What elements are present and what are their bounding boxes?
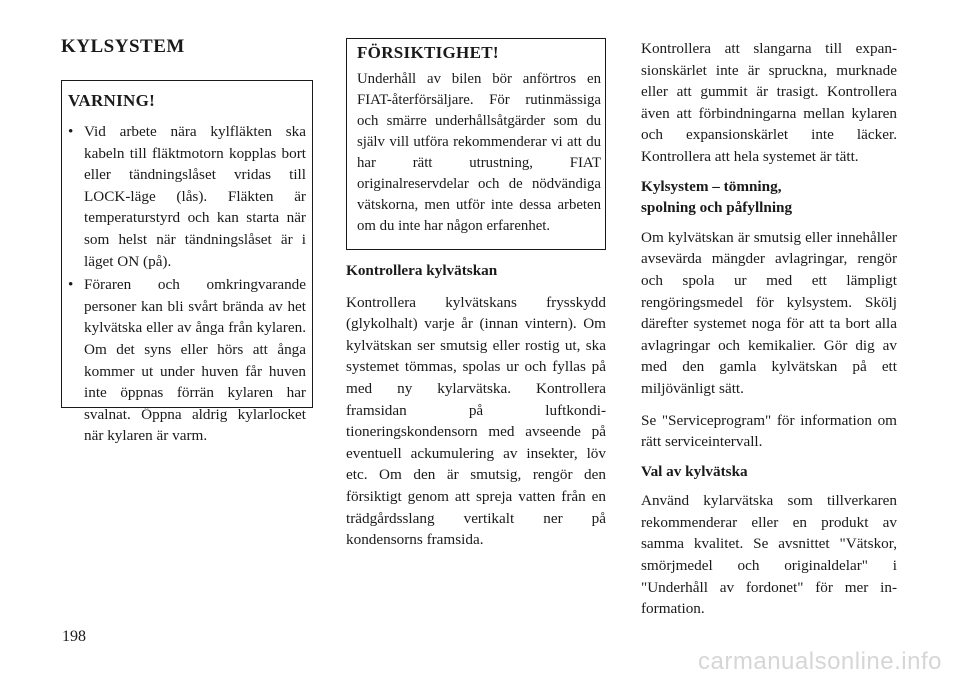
coolant-choice-text: Använd kylarvätska som tillverkaren rekommenderar eller en produkt av samma kvalitet. Se avsnittet "Vätskor, smörjmedel och originaldelar" i "Underhåll av fordonet" för mer information. (641, 492, 897, 618)
drain-flush-text: Om kylvätskan är smutsig eller innehåller avsevärda mängder avlagringar, rengör och spola ur med ett lämpligt rengöringsmedel för kylsystem. Skölj därefter systemet noga för att ta bort alla avlagringar och kemikalier. Gör dig av med den gamla kylvätskan på ett miljövänligt sätt. (641, 228, 897, 397)
watermark: carmanualsonline.info (698, 648, 942, 675)
warning-item (68, 121, 306, 272)
service-ref-text: Se "Serviceprogram" för information om rätt serviceintervall. (641, 411, 897, 451)
caution-title: FÖRSIKTIGHET! (357, 43, 499, 62)
drain-flush-heading: Kylsystem – tömning, spolning och påfyllning (641, 177, 793, 217)
column-left (61, 0, 313, 445)
section-title: KYLSYSTEM (61, 36, 185, 57)
warning-box (61, 80, 313, 445)
column-middle (346, 0, 606, 551)
check-coolant-text: Kontrollera kylvätskans frysskydd (glykolhalt) varje år (innan vintern). Om kylvätskan ser smutsig eller rostig ut, ska systemet tömmas, spolas ur och fyllas på med ny kylarvätska. Kontrollera framsidan på luftkonditioneringskondensorn med avseende på eventuell ackumulering av insekter, löv etc. Om den är smutsig, rengör den försiktigt genom att spreja vatten från en trädgårdsslang vertikalt ner på kondensorns framsida. (346, 293, 606, 549)
page-number: 198 (62, 628, 86, 645)
warning-item (68, 274, 306, 447)
warning-title: VARNING! (68, 91, 156, 110)
column-right (641, 0, 897, 620)
bullet-icon: • (68, 123, 74, 140)
warning-item-text: Vid arbete nära kylfläkten ska kabeln till fläktmotorn kopplas bort eller tändningslåset vridas till LOCK-läge (lås). Fläkten är temperaturstyrd och kan starta när som helst när tändningslåset är i läget ON (på). (84, 123, 306, 270)
bullet-icon: • (68, 276, 74, 294)
warning-item-text: Föraren och omkringvarande personer kan bli svårt brända av het kylvätska eller av ånga från kylaren. Om det syns eller hörs att ånga kommer ut under huven får huven inte öppnas förrän kylaren har svalnat. Öppna aldrig kylarlocket när kylaren är varm. (84, 276, 306, 445)
coolant-choice-heading: Val av kylvätska (641, 462, 748, 480)
caution-box (346, 38, 606, 250)
caution-text: Underhåll av bilen bör anförtros en FIAT-återförsäljare. För rutinmässiga och smärre underhållsåtgärder som du själv vill utföra rekommenderar vi att du har rätt utrustning, FIAT originalreservdelar och de nödvändiga vätskorna, men utför inte dessa arbeten om du inte har någon erfarenhet. (357, 71, 601, 234)
hose-check-text: Kontrollera att slangarna till expansionskärlet inte är spruckna, murknade eller att gummit är trasigt. Kontrollera även att förbindningarna mellan kylaren och expansionskärlet inte läcker. Kontrollera att hela systemet är tätt. (641, 40, 897, 165)
warning-list (68, 121, 306, 447)
check-coolant-heading: Kontrollera kylvätskan (346, 262, 498, 279)
